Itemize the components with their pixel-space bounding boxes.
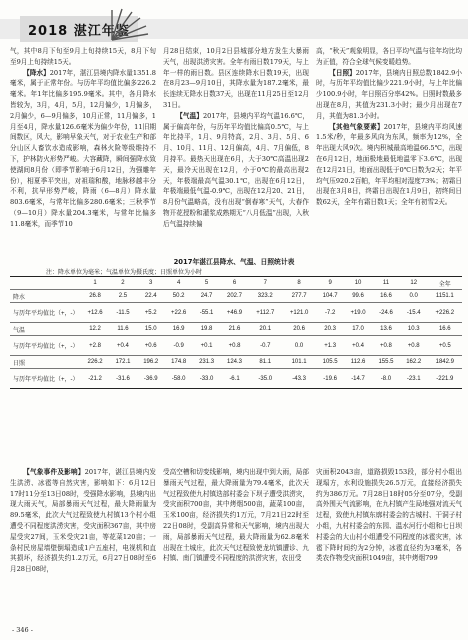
table-cell: -23.1 <box>400 369 428 389</box>
table-body <box>10 290 462 389</box>
table-cell: -7.2 <box>316 303 344 323</box>
table-cell: -8.0 <box>372 369 400 389</box>
table-cell: 99.6 <box>344 290 372 303</box>
table-cell: 231.3 <box>193 356 221 369</box>
table-cell: 202.7 <box>220 290 248 303</box>
climate-table <box>10 276 462 389</box>
table-row-label: 日照 <box>10 356 81 369</box>
table-column-header: 2 <box>109 277 137 290</box>
paragraph-text: 受高空槽和切变线影响，境内出现中到大雨，局部暴雨天气过程，最大降雨量为79.4毫米，此次天气过程致使九村镇迭部村委会下坝子遭受洪涝灾，受灾面积700亩，其中烤烟500亩，蔬菜100亩，玉米100亩，经济损失约1万元，7月21日22时至22日08时，受副高异常和天气影响，境内出现大雨，局部暴雨天气过程，最大降雨量为62.8毫米出现在土城庄，此次天气过程致使龙坑镇遭诊、九村镇、南门镇遭受不同程度的洪涝灾害，农田受 <box>163 468 309 563</box>
paragraph <box>10 68 156 230</box>
table-column-header: 9 <box>316 277 344 290</box>
text-column-1 <box>10 46 156 230</box>
paragraph <box>10 46 156 68</box>
text-column-3 <box>316 46 462 208</box>
table-cell: 16.6 <box>372 290 400 303</box>
table-cell: -19.6 <box>316 369 344 389</box>
yearbook-title: 2018 湛江年鉴 <box>28 23 130 39</box>
table-row-label: 降水 <box>10 290 81 303</box>
table-cell: 0.0 <box>400 290 428 303</box>
table-cell: 2.5 <box>109 290 137 303</box>
table-column-header: 4 <box>165 277 193 290</box>
table-column-header: 全年 <box>428 277 462 290</box>
table-cell: 16.9 <box>165 323 193 336</box>
table-cell: -14.7 <box>344 369 372 389</box>
paragraph-text: 2017年，湛江县境内发生洪涝、冰雹等自然灾害，影响如下：6月12日17时11分至13日08时，受强降水影响，县境内出现大雨天气，局部暴雨天气过程，最大降雨量为89.5毫米，此次大气过程致使九村镇13个村小组遭受不同程度洪涝灾害，受灾面积367亩，其中房屋受灾27间，玉米受灾21亩，等花菜120亩；一条村民房屋墙壁倒塌造成1户五座村，电视机和直其损坏，经济损失约1.2万元，6月27日08时至6月28日08时， <box>10 468 157 574</box>
paragraph-text: 气，其中8月下旬至9月上旬持续15天，8月下旬至9月上旬持续15天。 <box>10 47 156 66</box>
page-header <box>0 0 468 46</box>
table-cell: +0.5 <box>428 336 462 356</box>
table-cell: 10.3 <box>400 323 428 336</box>
table-cell: 104.7 <box>316 290 344 303</box>
table-note: 注：降水单位为毫米；气温单位为摄氏度；日照单位为小时 <box>46 269 203 276</box>
table-column-header: 1 <box>81 277 109 290</box>
table-cell: 105.5 <box>316 356 344 369</box>
table-cell: 20.3 <box>316 323 344 336</box>
table-cell: 81.1 <box>249 356 282 369</box>
section-tag: 【降水】 <box>23 68 50 77</box>
paragraph-text: 灾面积2043亩，道路损毁153段，部分村小组出现塌方，水利设施损失26.5万元，直接经济损失约为386万元。7月28日18时05分至07分，受副高外围天气流影响，在九村镇产生局地强对流天气过程，致使九村镇东廓村委会的古城村、干洞子村小组，九村村委会的东园、温水河行小组和七日坝村委会的大山村小组遭受不同程度的冰雹灾害，冰雹下降时间约为2分钟，冰雹直径约为3毫米，各类农作物受灾面积1049亩，其中烤烟799 <box>316 468 462 563</box>
table-cell: +5.2 <box>137 303 165 323</box>
section-tag: 【气象事件及影响】 <box>23 468 85 476</box>
table-column-header: 5 <box>193 277 221 290</box>
table-cell: -11.5 <box>109 303 137 323</box>
table-cell: +22.6 <box>165 303 193 323</box>
section-tag: 【气温】 <box>176 111 203 120</box>
table-header-row <box>10 277 462 290</box>
paragraph <box>10 467 156 575</box>
table-row <box>10 356 462 369</box>
text-column-2 <box>163 46 309 230</box>
table-cell: +2.8 <box>81 336 109 356</box>
table-cell: -15.4 <box>400 303 428 323</box>
table-cell: -21.2 <box>81 369 109 389</box>
table-cell: +112.7 <box>249 303 282 323</box>
table-cell: 162.2 <box>400 356 428 369</box>
table-cell: 155.5 <box>372 356 400 369</box>
table-cell: +0.4 <box>109 336 137 356</box>
table-row-label: 气温 <box>10 323 81 336</box>
paragraph-text: 2017年，县境内平均气温16.6℃，属于偏高年份，与历年平均值比偏高0.5℃，与上年比持平，1月、9月特高，2月、3月、5月、6月、10月、11月、12月偏高，4月、7月偏低，8月持平。最热天出现在6月，大于30℃高温出现2天，最冷天出现在12月，小于0℃的最高出现2天，年极端最高气温30.1℃，出现在6月12日，年极端最低气温-0.9℃，出现在12月20、21日，8月份气温略高，没有出现“倒春寒”天气，大春作物开花授粉和灌浆成熟期无“八月低温”出现，入秋后气温持续偏 <box>163 111 310 228</box>
paragraph-text: 2017年，湛江县境内降水量1351.8毫米，属于正常年份。与历年平均值比偏多226.2毫米。年1年比偏多195.9毫米。其中，各月降水皆较为，3月，4月，5月，12月偏少，1月偏多，2月偏少，6—9月偏多，10月正常，11月偏多，1月至4月，降水量126.6毫米为偏少年份，11旧期间数区，风大，影响早象天气，对于农业生产和部分山区人畜饮水造成影响，森林火险等级维持不下，护林防火形势严峻。大容藏降，瞬间强降水致使湖间8月份（即季节影响于6月12日，为强雕年份），相夏季平突出，对祖瑞和酸，地脉移越丰分不利，抗早形势严峻，降雨（6—8月）降水量803.6毫米，与常年比偏多280.6毫米；三秋季节（9—10月）降水量204.3毫米，与常年比偏多11.8毫米，而季节10 <box>10 68 156 228</box>
table-row <box>10 323 462 336</box>
paragraph-text: 2017年，县境内平均风速1.5米/秒，年最多风向为东风，频率为12%，全年出现大风9次。境内积城最高地温66.5℃，出现在6月12日，地面极地最低地温零下3.6℃，出现在12月21日，地面出现低于0℃日数为2天；年平均气压920.2百帕，年平均相对湿度73%；初霜日出现在3月8日，终霜日出现在1月9日，初终间日数62天，全年有霜日数1天；全年有初雪2天。 <box>316 122 463 207</box>
table-cell: 1151.1 <box>428 290 462 303</box>
section-tag: 【其他气象要素】 <box>329 122 384 131</box>
paragraph <box>316 68 462 122</box>
table-cell: -33.0 <box>193 369 221 389</box>
table-cell: +1.3 <box>316 336 344 356</box>
table-cell: 16.6 <box>428 323 462 336</box>
table-cell: 124.3 <box>220 356 248 369</box>
table-cell: +226.2 <box>428 303 462 323</box>
paragraph-text: 高，“秋天”观象明显，各日平均气温与往年均比均为正值，符合全球气候变暖趋势。 <box>316 47 462 66</box>
table-cell: +46.9 <box>220 303 248 323</box>
fan-ornament-icon <box>108 4 152 44</box>
table-cell: 22.4 <box>137 290 165 303</box>
table-cell: +19.0 <box>344 303 372 323</box>
table-cell: 323.2 <box>249 290 282 303</box>
table-cell: -55.1 <box>193 303 221 323</box>
table-cell: -43.3 <box>282 369 316 389</box>
table-cell: 50.2 <box>165 290 193 303</box>
table-cell: 20.1 <box>249 323 282 336</box>
table-cell: 26.8 <box>81 290 109 303</box>
table-cell: +0.1 <box>193 336 221 356</box>
table-row <box>10 290 462 303</box>
table-cell: +121.0 <box>282 303 316 323</box>
table-cell: +0.6 <box>137 336 165 356</box>
table-cell: 11.6 <box>109 323 137 336</box>
table-column-header: 12 <box>400 277 428 290</box>
paragraph <box>316 467 462 564</box>
table-cell: -36.9 <box>137 369 165 389</box>
paragraph-text: 月28日结束，10月2日县城部分地方发生大暴雨天气，出现洪涝灾害。全年有雨日数179天，与上年一样的雨日数。县区连续降水日数19天，出现在8月23—9月10日，其降水量为187.2毫米，最长连续无降水日数37天，出现在11月25日至12月31日。 <box>163 47 309 109</box>
text-column-5 <box>163 467 309 564</box>
text-column-6 <box>316 467 462 564</box>
table-cell: 112.6 <box>344 356 372 369</box>
table-cell: 12.2 <box>81 323 109 336</box>
table-row-label: 与历年平均值比（+，-） <box>10 369 81 389</box>
table-cell: -31.6 <box>109 369 137 389</box>
table-cell: 174.8 <box>165 356 193 369</box>
table-cell: 0.0 <box>282 336 316 356</box>
table-column-header: 7 <box>249 277 282 290</box>
table-column-header: 6 <box>220 277 248 290</box>
paragraph-text: 2017年，县境内日照总数1842.9小时，与历年平均值比偏少221.9小时，与上年比偏少100.9小时，年日照百分率42%。日照时数最多出现在8月，其值为231.3小时；最少月出现在7月，其值为81.3小时。 <box>316 68 462 120</box>
table-row-label: 与历年平均值比（+，-） <box>10 303 81 323</box>
text-column-4 <box>10 467 156 575</box>
table-cell: -6.1 <box>220 369 248 389</box>
table-cell: -0.7 <box>249 336 282 356</box>
table-cell: 17.0 <box>344 323 372 336</box>
table-cell: 13.6 <box>372 323 400 336</box>
paragraph <box>316 46 462 68</box>
table-row <box>10 303 462 323</box>
table-cell: 19.8 <box>193 323 221 336</box>
table-row <box>10 336 462 356</box>
table-column-header: 3 <box>137 277 165 290</box>
table-title: 2017年湛江县降水、气温、日照统计表 <box>173 258 295 266</box>
table-cell: -58.0 <box>165 369 193 389</box>
table-cell: 20.6 <box>282 323 316 336</box>
table-cell: -35.0 <box>249 369 282 389</box>
paragraph <box>163 467 309 564</box>
table-column-header: 11 <box>372 277 400 290</box>
table-cell: 24.7 <box>193 290 221 303</box>
table-cell: -221.9 <box>428 369 462 389</box>
table-column-header: 10 <box>344 277 372 290</box>
table-cell: +0.4 <box>344 336 372 356</box>
table-cell: -24.6 <box>372 303 400 323</box>
paragraph <box>163 46 309 111</box>
table-cell: 172.1 <box>109 356 137 369</box>
table-cell: 1842.9 <box>428 356 462 369</box>
table-cell: 21.6 <box>220 323 248 336</box>
page-number: - 346 - <box>12 626 33 634</box>
table-cell: -0.9 <box>165 336 193 356</box>
table-cell: 101.1 <box>282 356 316 369</box>
table-cell: +0.8 <box>400 336 428 356</box>
table-corner-cell <box>10 277 81 290</box>
table-row <box>10 369 462 389</box>
table-row-label: 与历年平均值比（+，-） <box>10 336 81 356</box>
table-cell: 277.7 <box>282 290 316 303</box>
section-tag: 【日照】 <box>329 68 356 77</box>
paragraph <box>163 111 309 230</box>
table-cell: +12.6 <box>81 303 109 323</box>
table-column-header: 8 <box>282 277 316 290</box>
table-cell: 226.2 <box>81 356 109 369</box>
table-cell: +0.8 <box>372 336 400 356</box>
table-cell: +0.8 <box>220 336 248 356</box>
table-cell: 196.2 <box>137 356 165 369</box>
paragraph <box>316 122 462 208</box>
table-cell: 15.0 <box>137 323 165 336</box>
